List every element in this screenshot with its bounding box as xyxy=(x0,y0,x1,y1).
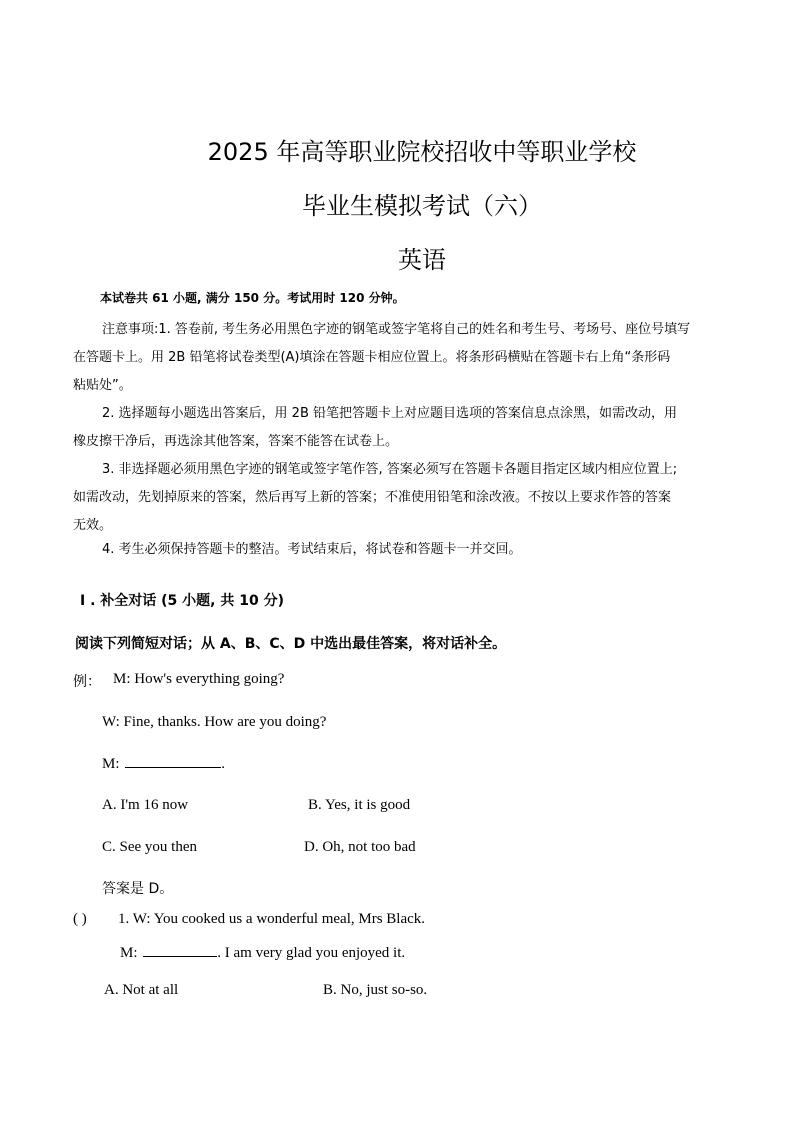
section1-directions: 阅读下列简短对话；从 A、B、C、D 中选出最佳答案，将对话补全。 xyxy=(75,636,507,652)
question1-option-a: A. Not at all xyxy=(104,982,179,998)
note2-line1: 2. 选择题每小题选出答案后，用 2B 铅笔把答题卡上对应题目选项的答案信息点涂黑，如需改动，用 xyxy=(102,406,677,421)
note3-line3: 无效。 xyxy=(73,518,113,533)
exam-title-line2: 毕业生模拟考试（六） xyxy=(302,192,542,220)
example-option-a: A. I'm 16 now xyxy=(102,797,189,813)
section1-heading: Ⅰ . 补全对话 (5 小题, 共 10 分) xyxy=(80,593,284,609)
example-line3 xyxy=(102,755,225,773)
example-option-c: C. See you then xyxy=(102,839,197,855)
question1-bracket: ( ) xyxy=(73,911,87,927)
question1-line1: 1. W: You cooked us a wonderful meal, Mrs Black. xyxy=(118,911,426,927)
note3-line2: 如需改动，先划掉原来的答案，然后再写上新的答案；不准使用铅笔和涂改液。不按以上要求作答的答案 xyxy=(73,490,672,505)
note1-line3: 粘贴处”。 xyxy=(73,378,132,393)
example-line3-prefix: M: xyxy=(102,756,120,772)
question1-line2-suffix: . I am very glad you enjoyed it. xyxy=(217,945,406,961)
example-line2: W: Fine, thanks. How are you doing? xyxy=(102,714,327,730)
example-answer: 答案是 D。 xyxy=(102,881,174,897)
subject-title: 英语 xyxy=(398,246,446,274)
example-label: 例： xyxy=(73,674,101,690)
exam-title-line1: 2025 年高等职业院校招收中等职业学校 xyxy=(207,138,637,166)
example-line3-suffix: . xyxy=(221,756,226,772)
question1-option-b: B. No, just so-so. xyxy=(323,982,428,998)
exam-summary: 本试卷共 61 小题, 满分 150 分。考试用时 120 分钟。 xyxy=(100,291,405,305)
note2-line2: 橡皮擦干净后，再选涂其他答案，答案不能答在试卷上。 xyxy=(73,434,399,449)
note3-line1: 3. 非选择题必须用黑色字迹的钢笔或签字笔作答, 答案必须写在答题卡各题目指定区域内相应位置上; xyxy=(102,462,678,477)
note1-line1: 注意事项:1. 答卷前, 考生务必用黑色字迹的钢笔或签字笔将自己的姓名和考生号、考场号、座位号填写 xyxy=(102,322,691,337)
example-option-d: D. Oh, not too bad xyxy=(304,839,416,855)
note4: 4. 考生必须保持答题卡的整洁。考试结束后，将试卷和答题卡一并交回。 xyxy=(102,542,522,557)
example-option-b: B. Yes, it is good xyxy=(308,797,411,813)
question1-answer-blank xyxy=(143,944,217,957)
example-line1: M: How's everything going? xyxy=(113,671,285,687)
example-answer-blank xyxy=(125,755,221,768)
question1-line2-prefix: M: xyxy=(120,945,138,961)
question1-line2 xyxy=(120,944,405,962)
note1-line2: 在答题卡上。用 2B 铅笔将试卷类型(A)填涂在答题卡相应位置上。将条形码横贴在答题卡右上角“条形码 xyxy=(73,350,671,365)
